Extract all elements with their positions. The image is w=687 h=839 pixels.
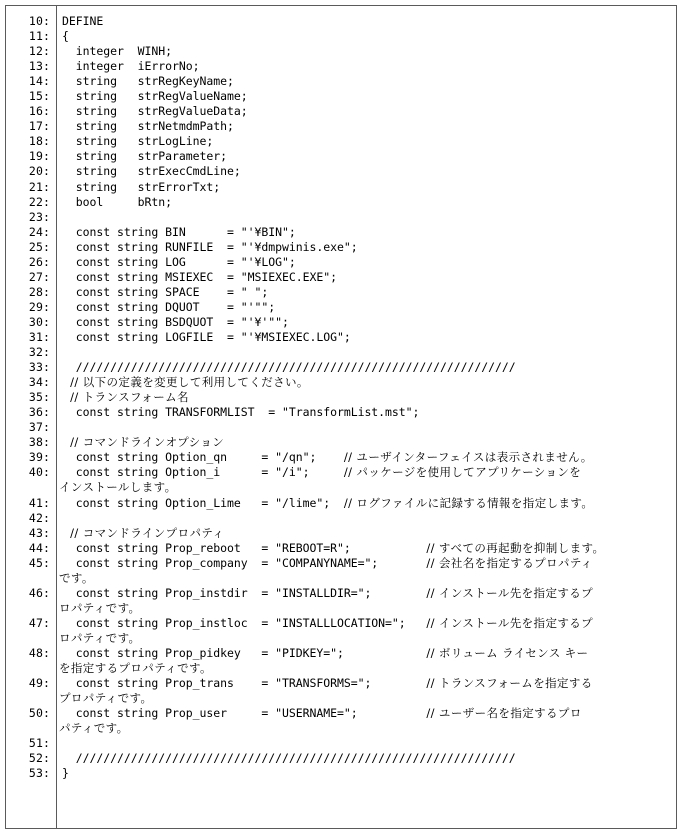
code-text <box>62 706 582 721</box>
code-text: const string LOGFILE = "'¥MSIEXEC.LOG"; <box>62 329 351 344</box>
line-number: 15: <box>28 89 50 104</box>
line-number: 34: <box>28 375 50 390</box>
line-number: 52: <box>28 751 50 766</box>
line-number: 26: <box>28 254 50 269</box>
code-statement: const string Option_Lime = "/lime"; <box>62 495 344 510</box>
code-text: プロパティです。 <box>59 691 153 706</box>
code-continuation-row <box>6 601 676 616</box>
line-number: 39: <box>28 450 50 465</box>
code-text: // 以下の定義を変更して利用してください。 <box>62 375 309 390</box>
line-number: 51: <box>28 736 50 751</box>
code-row <box>6 149 676 164</box>
code-text: パティです。 <box>59 721 129 736</box>
code-row <box>6 255 676 270</box>
line-number: 31: <box>28 329 50 344</box>
code-row <box>6 59 676 74</box>
code-text: ロパティです。 <box>59 630 141 645</box>
code-text: string strErrorTxt; <box>62 179 221 194</box>
code-statement: const string Prop_user = "USERNAME="; <box>62 706 427 721</box>
code-text <box>62 556 593 571</box>
line-number: 12: <box>28 44 50 59</box>
code-row <box>6 676 676 691</box>
code-statement: const string Prop_instdir = "INSTALLDIR="; <box>62 585 427 600</box>
line-number: 44: <box>28 540 50 555</box>
code-statement: const string Prop_pidkey = "PIDKEY="; <box>62 645 427 660</box>
line-number: 45: <box>28 555 50 570</box>
code-text: const string DQUOT = "'""; <box>62 299 276 314</box>
code-row <box>6 420 676 435</box>
code-text: //////////////////////////////////////////////////////////////// <box>62 751 516 766</box>
code-text: const string BIN = "'¥BIN"; <box>62 224 296 239</box>
code-row <box>6 89 676 104</box>
code-row <box>6 210 676 225</box>
code-text: integer iErrorNo; <box>62 59 200 74</box>
code-text: インストールします。 <box>59 480 177 495</box>
code-text <box>62 465 581 480</box>
code-text: { <box>62 29 69 44</box>
code-text: string strNetmdmPath; <box>62 119 234 134</box>
code-row <box>6 270 676 285</box>
code-row <box>6 225 676 240</box>
line-number: 36: <box>28 405 50 420</box>
code-row <box>6 315 676 330</box>
code-row <box>6 119 676 134</box>
code-row <box>6 450 676 465</box>
line-number: 27: <box>28 269 50 284</box>
code-text: const string LOG = "'¥LOG"; <box>62 254 296 269</box>
code-row <box>6 180 676 195</box>
code-text: string strLogLine; <box>62 134 214 149</box>
code-row <box>6 465 676 480</box>
code-comment: // インストール先を指定するプ <box>426 585 594 600</box>
code-text: //////////////////////////////////////////////////////////////// <box>62 360 516 375</box>
line-number: 40: <box>28 465 50 480</box>
code-statement: const string Option_i = "/i"; <box>62 465 344 480</box>
code-text: bool bRtn; <box>62 194 172 209</box>
code-row <box>6 300 676 315</box>
code-text <box>62 541 604 556</box>
line-number: 13: <box>28 59 50 74</box>
line-number: 37: <box>28 420 50 435</box>
code-text: // コマンドラインプロパティ <box>62 525 225 540</box>
code-text: } <box>62 766 69 781</box>
code-statement: const string Prop_trans = "TRANSFORMS="; <box>62 676 427 691</box>
code-text <box>62 616 593 631</box>
line-number: 35: <box>28 390 50 405</box>
code-row <box>6 616 676 631</box>
code-row <box>6 751 676 766</box>
code-text: const string BSDQUOT = "'¥'""; <box>62 314 289 329</box>
code-comment: // ログファイルに記録する情報を指定します。 <box>343 495 594 510</box>
code-comment: // ユーザー名を指定するプロ <box>426 706 582 721</box>
code-listing-frame <box>5 5 677 829</box>
code-comment: // 会社名を指定するプロパティ <box>426 555 593 570</box>
line-number: 17: <box>28 119 50 134</box>
line-number: 32: <box>28 345 50 360</box>
line-number: 46: <box>28 585 50 600</box>
line-number: 22: <box>28 194 50 209</box>
code-row <box>6 104 676 119</box>
code-row <box>6 375 676 390</box>
code-row <box>6 736 676 751</box>
code-continuation-row <box>6 661 676 676</box>
code-text: を指定するプロパティです。 <box>59 661 212 676</box>
line-number: 23: <box>28 209 50 224</box>
code-row <box>6 541 676 556</box>
line-number: 48: <box>28 645 50 660</box>
code-row <box>6 586 676 601</box>
line-number: 10: <box>28 14 50 28</box>
code-statement: const string Option_qn = "/qn"; <box>62 450 344 465</box>
code-row <box>6 706 676 721</box>
line-number: 47: <box>28 615 50 630</box>
line-number: 29: <box>28 299 50 314</box>
code-text: ロパティです。 <box>59 600 141 615</box>
code-text <box>62 450 593 465</box>
code-comment: // ユーザインターフェイスは表示されません。 <box>343 450 593 465</box>
line-number: 21: <box>28 179 50 194</box>
line-number: 42: <box>28 510 50 525</box>
code-text: const string SPACE = " "; <box>62 284 269 299</box>
line-number: 38: <box>28 435 50 450</box>
code-continuation-row <box>6 631 676 646</box>
code-text: string strParameter; <box>62 149 227 164</box>
code-text: integer WINH; <box>62 44 172 59</box>
code-row <box>6 646 676 661</box>
code-text: string strExecCmdLine; <box>62 164 241 179</box>
code-rows-container <box>6 14 676 781</box>
code-statement: const string Prop_reboot = "REBOOT=R"; <box>62 540 427 555</box>
code-statement: const string Prop_company = "COMPANYNAME="; <box>62 555 427 570</box>
code-continuation-row <box>6 691 676 706</box>
code-text: const string MSIEXEC = "MSIEXEC.EXE"; <box>62 269 337 284</box>
code-text: const string TRANSFORMLIST = "TransformList.mst"; <box>62 405 420 420</box>
code-text <box>62 646 588 661</box>
line-number: 41: <box>28 495 50 510</box>
code-row <box>6 44 676 59</box>
code-text: // コマンドラインオプション <box>62 435 225 450</box>
code-text <box>62 586 593 601</box>
code-text: string strRegKeyName; <box>62 74 234 89</box>
code-row <box>6 360 676 375</box>
line-number: 18: <box>28 134 50 149</box>
line-number: 33: <box>28 360 50 375</box>
line-number: 25: <box>28 239 50 254</box>
line-number: 14: <box>28 74 50 89</box>
code-row <box>6 766 676 781</box>
code-text: // トランスフォーム名 <box>62 390 189 405</box>
code-row <box>6 14 676 29</box>
line-number: 19: <box>28 149 50 164</box>
code-continuation-row <box>6 480 676 495</box>
line-number: 53: <box>28 766 50 781</box>
code-row <box>6 405 676 420</box>
code-row <box>6 134 676 149</box>
line-number: 30: <box>28 314 50 329</box>
code-comment: // ボリューム ライセンス キー <box>426 645 589 660</box>
code-text: です。 <box>59 570 94 585</box>
line-number: 16: <box>28 104 50 119</box>
code-row <box>6 435 676 450</box>
line-number: 28: <box>28 284 50 299</box>
line-number: 50: <box>28 706 50 721</box>
code-row <box>6 195 676 210</box>
line-number: 49: <box>28 676 50 691</box>
code-row <box>6 496 676 511</box>
line-number: 24: <box>28 224 50 239</box>
code-row <box>6 390 676 405</box>
code-comment: // すべての再起動を抑制します。 <box>426 540 605 555</box>
code-continuation-row <box>6 571 676 586</box>
code-row <box>6 511 676 526</box>
code-comment: // インストール先を指定するプ <box>426 615 594 630</box>
code-text: const string RUNFILE = "'¥dmpwinis.exe"; <box>62 239 358 254</box>
line-number: 20: <box>28 164 50 179</box>
code-text: string strRegValueName; <box>62 89 248 104</box>
code-comment: // トランスフォームを指定する <box>426 676 593 691</box>
code-text <box>62 676 593 691</box>
code-row <box>6 330 676 345</box>
code-text <box>62 496 593 511</box>
code-row <box>6 345 676 360</box>
code-continuation-row <box>6 721 676 736</box>
code-row <box>6 74 676 89</box>
code-row <box>6 164 676 179</box>
code-statement: const string Prop_instloc = "INSTALLLOCATION="; <box>62 615 427 630</box>
code-row <box>6 556 676 571</box>
code-text: string strRegValueData; <box>62 104 248 119</box>
line-number: 43: <box>28 525 50 540</box>
code-row <box>6 240 676 255</box>
code-text: DEFINE <box>62 14 104 28</box>
code-row <box>6 526 676 541</box>
code-row <box>6 29 676 44</box>
code-comment: // パッケージを使用してアプリケーションを <box>343 465 582 480</box>
code-row <box>6 285 676 300</box>
line-number: 11: <box>28 29 50 44</box>
